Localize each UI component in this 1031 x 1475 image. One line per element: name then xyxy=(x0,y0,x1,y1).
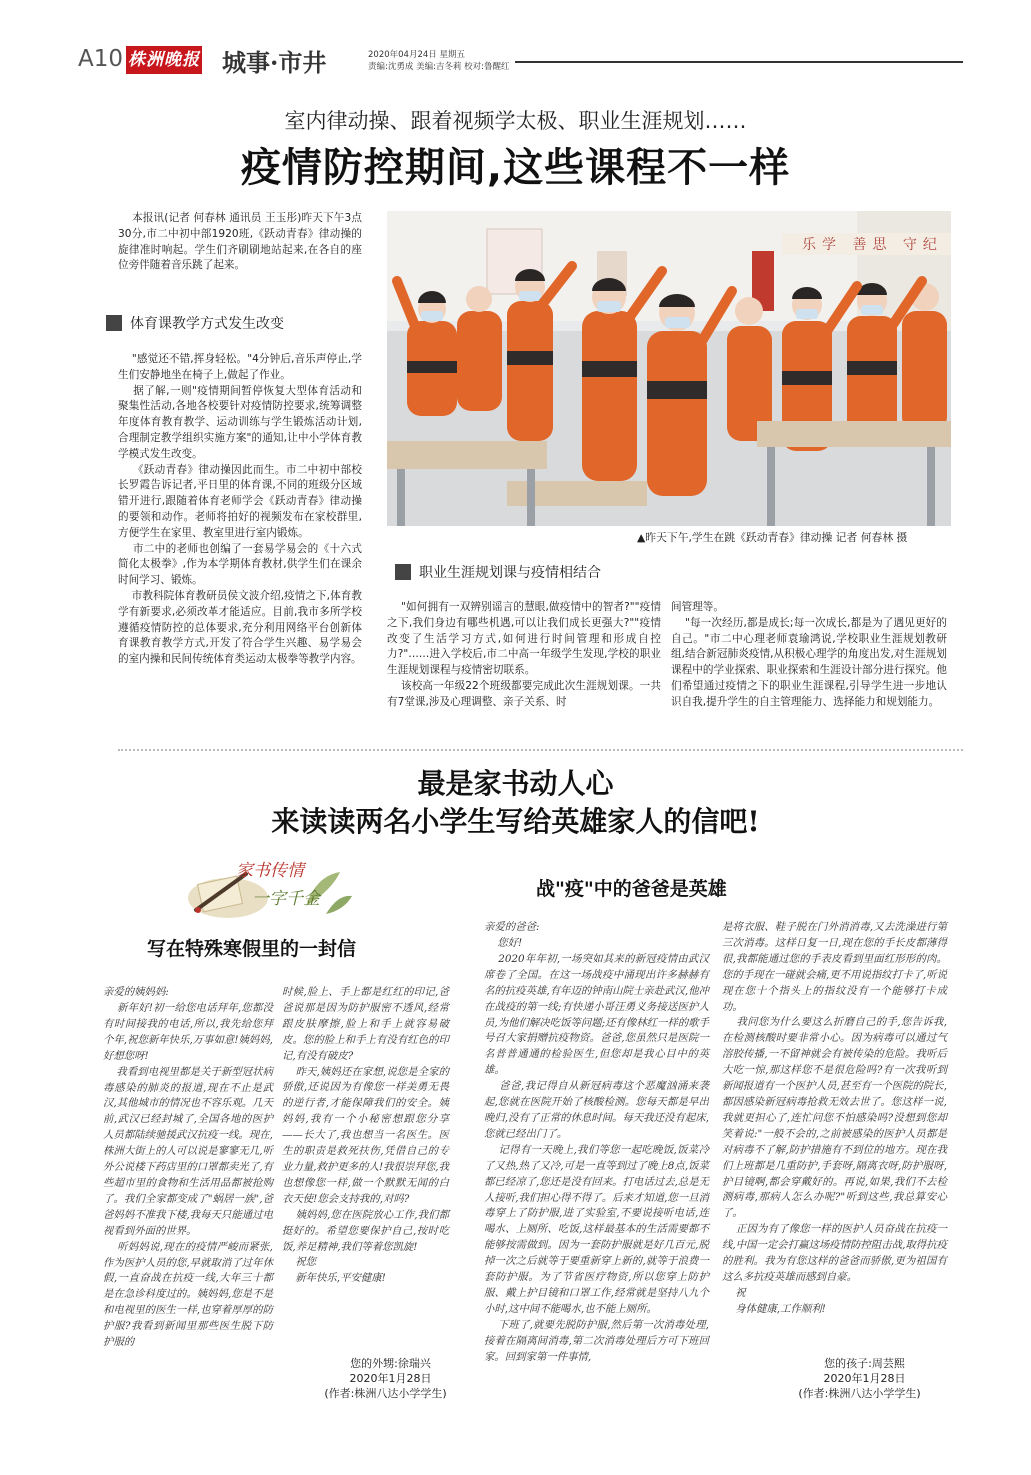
article1-col1 xyxy=(118,352,362,668)
issue-date: 2020年04月24日 星期五 xyxy=(368,50,465,60)
letter2-col-b: 是将衣服、鞋子脱在门外消消毒,又去洗澡进行第三次消毒。这样日复一日,现在您的手长皮都薄得很,我都能通过您的手表皮看到里面红形形的肉。您的手现在一碰就会痛,更不用说指纹打卡了,听说现在您十个指头上的指纹没有一个能够打卡成功。 我问您为什么要这么折磨自己的手,您告诉我,在检测核酸时要非常小心。因为病毒可以通过气溶胶传播,一不留神就会有被传染的危险。我听后大吃一惊,那这样您不是很危险吗?有一次我听到新闻报道有一个医护人员,甚至有一个医院的院长,都因感染新冠病毒抢救无效去世了。您这样一说,我就更担心了,连忙问您不怕感染吗?没想到您却笑着说:"一般不会的,之前被感染的医护人员都是对病毒不了解,防护措施有不到位的地方。现在我们上班都是几重防护,手套呀,隔离衣呀,防护服呀,护目镜啊,都会穿戴好的。再说,如果,我们不去检测病毒,那病人怎么办呢?"听到这些,我总算安心了。 正因为有了像您一样的医护人员奋战在抗疫一线,中国一定会打赢这场疫情防控阻击战,取得抗疫的胜利。我为有您这样的爸爸而骄傲,更为祖国有这么多抗疫英雄而感到自豪。 祝 身体健康,工作顺利! xyxy=(722,921,947,1315)
classroom-banner: 乐学 善思 守纪 xyxy=(802,237,943,253)
letter1-signoff-name: 您的外甥:徐瑞兴 xyxy=(350,1357,431,1370)
classroom-exercise-photo xyxy=(387,211,951,526)
letter1-col-a: 新年好!初一给您电话拜年,您都没有时间接我的电话,所以,我先给您拜个年,祝您新年快乐,万事如意!姨妈妈,好想您呀! 我看到电视里都是关于新型冠状病毒感染的肺炎的报道,现在不止是武汉,其他城市的情况也不容乐观。几天前,武汉已经封城了,全国各地的医护人员都陆续驰援武汉抗疫一线。现在,株洲大街上的人可以说是寥寥无几,听外公说楼下药店里的口罩都卖光了,有些超市里的食物和生活用品都被抢购了。我们全家都变成了"蜗居一族",爸爸妈妈不准我下楼,我每天只能通过电视看到外面的世界。 听妈妈说,现在的疫情严峻而紧张,作为医护人员的您,早就取消了过年休假,一直奋战在抗疫一线,大年三十都是在急诊科度过的。姨妈妈,您是不是和电视里的医生一样,也穿着厚厚的防护服?我看到新闻里那些医生脱下防护服的 xyxy=(103,1002,273,1349)
letter2-salutation: 亲爱的爸爸: xyxy=(484,921,540,933)
article2-headline-line1: 最是家书动人心 xyxy=(417,767,614,800)
article1-col3 xyxy=(671,600,947,711)
article1-col2-text: "如何拥有一双辨别谣言的慧眼,做疫情中的智者?""疫情之下,我们身边有哪些机遇,可以让我们成长更强大?""疫情改变了生活学习方式,如何进行时间管理和形成自控力?"……进入学校后,市二中高一年级学生发现,学校的职业生涯规划课程与疫情密切联系。 该校高一年级22个班级都要完成此次生涯规划课。一共有7堂课,涉及心理调整、亲子关系、时 xyxy=(387,601,661,708)
letter1-title: 写在特殊寒假里的一封信 xyxy=(147,938,357,960)
letter2-signoff-date: 2020年1月28日 xyxy=(823,1372,906,1385)
subhead-pe-teaching-text: 体育课教学方式发生改变 xyxy=(130,316,284,332)
subhead-pe-teaching xyxy=(106,313,284,333)
letter2-signoff-name: 您的孩子:周芸熙 xyxy=(824,1357,905,1370)
article1-headline: 疫情防控期间,这些课程不一样 xyxy=(240,145,791,191)
article1-col2 xyxy=(387,600,661,711)
page-number: A10 xyxy=(78,46,124,72)
letter1-signoff-author: (作者:株洲八达小学学生) xyxy=(324,1387,447,1400)
article1-col3-text: 间管理等。 "每一次经历,都是成长;每一次成长,都是为了遇见更好的自己。"市二中心理老师袁瑜鸿说,学校职业生涯规划教研组,结合新冠肺炎疫情,从积极心理学的角度出发,对生涯规划课程中的学业探索、职业探索和生涯设计部分进行探究。他们希望通过疫情之下的职业生涯课程,引导学生进一步地认识自我,提升学生的自主管理能力、选择能力和规划能力。 xyxy=(671,601,947,708)
article-divider xyxy=(118,749,963,751)
paper-name-text: 株洲晚报 xyxy=(128,50,200,70)
letter1-signoff-date: 2020年1月28日 xyxy=(349,1372,432,1385)
article2-headline-line2: 来读读两名小学生写给英雄家人的信吧! xyxy=(271,805,760,838)
letter2-title: 战"疫"中的爸爸是英雄 xyxy=(536,878,727,900)
letter2-col-a: 您好! 2020年年初,一场突如其来的新冠疫情由武汉席卷了全国。在这一场战疫中涌现出许多赫赫有名的抗疫英雄,有年迈的钟南山院士亲赴武汉,他冲在战疫的第一线;有快递小哥汪勇义务接送医护人员,为他们解决吃饭等问题;还有像林红一样的歌手号召大家捐赠抗疫物资。爸爸,您虽然只是医院一名普普通通的检验医生,但您却是我心目中的英雄。 爸爸,我记得自从新冠病毒这个恶魔汹涌来袭起,您就在医院开始了核酸检测。您每天都是早出晚归,没有了正常的休息时间。每天我还没有起床,您就已经出门了。 记得有一天晚上,我们等您一起吃晚饭,饭菜冷了又热,热了又冷,可是一直等到过了晚上8点,饭菜都已经凉了,您还是没有回来。打电话过去,总是无人接听,我们担心得不得了。后来才知道,您一旦消毒穿上了防护服,进了实验室,不要说接听电话,连喝水、上厕所、吃饭,这样最基本的生活需要都不能够按需做到。因为一套防护服就是好几百元,脱掉一次之后就等于要重新穿上新的,就等于浪费一套防护服。为了节省医疗物资,所以您穿上防护服、戴上护目镜和口罩工作,经常就是坚持八九个小时,这中间不能喝水,也不能上厕所。 下班了,就要先脱防护服,然后第一次消毒处理,接着在隔离间消毒,第二次消毒处理后方可下班回家。回到家第一件事情, xyxy=(484,937,710,1363)
editor-credits: 责编:沈勇成 美编:吉冬莉 校对:鲁醒红 xyxy=(368,62,510,72)
subhead-career-planning-text: 职业生涯规划课与疫情相结合 xyxy=(419,565,601,581)
section-name: 城事·市井 xyxy=(222,48,327,77)
subhead-career-planning xyxy=(395,562,601,582)
masthead xyxy=(0,0,1031,80)
family-letter-logo xyxy=(186,856,356,922)
letter1-salutation: 亲爱的姨妈妈: xyxy=(103,986,169,998)
section-square-icon xyxy=(106,315,122,331)
article1-lead xyxy=(118,211,362,274)
article1-lead-text: 本报讯(记者 何春林 通讯员 王玉彤)昨天下午3点30分,市二中初中部1920班,《跃动青春》律动操的旋律准时响起。学生们齐刷刷地站起来,在各自的座位旁伴随着音乐跳了起来。 xyxy=(118,212,362,272)
article1-col1-text: "感觉还不错,挥身轻松。"4分钟后,音乐声停止,学生们安静地坐在椅子上,做起了作业。 据了解,一则"疫情期间暂停恢复大型体育活动和聚集性活动,各地各校要针对疫情防控要求,统筹调整年度体育教育教学、运动训练与学生锻炼活动计划,合理制定教学组织实施方案"的通知,让中小学体育教学模式发生改变。 《跃动青春》律动操因此而生。市二中初中部校长罗霞告诉记者,平日里的体育课,不同的班级分区域错开进行,跟随着体育老师学会《跃动青春》律动操的要领和动作。老师将拍好的视频发布在家校群里,方便学生在家里、教室里进行室内锻炼。 市二中的老师也创编了一套易学易会的《十六式简化太极拳》,作为本学期体育教材,供学生们在课余时间学习、锻炼。 市教科院体育教研员侯文波介绍,疫情之下,体育教学有新要求,必须改革才能适应。目前,我市多所学校遵循疫情防控的总体要求,充分利用网络平台创新体育课教育教学方式,开发了符合学生兴趣、易学易会的室内操和民间传统体育类运动太极拳等教学内容。 xyxy=(118,353,362,666)
section-square-icon xyxy=(395,564,411,580)
letter1-col-b: 时候,脸上、手上都是红红的印记,爸爸说那是因为防护服密不透风,经常跟皮肤摩擦,脸上和手上就容易破皮。您的脸上和手上有没有红色的印记,有没有破皮? 昨天,姨妈还在家想,说您是全家的骄傲,还说因为有像您一样美勇无畏的逆行者,才能保障我们的安全。姨妈妈,我有一个小秘密想跟您分享——长大了,我也想当一名医生。医生的职责是救死扶伤,凭借自己的专业力量,救护更多的人!我很崇拜您,我也想像您一样,做一个默默无闻的白衣天使!您会支持我的,对吗? 姨妈妈,您在医院放心工作,我们都挺好的。希望您要保护自己,按时吃饭,养足精神,我们等着您凯旋! 祝您 新年快乐,平安健康! xyxy=(282,986,449,1285)
letter1-signoff xyxy=(282,1356,449,1401)
letter2-signoff xyxy=(722,1356,947,1401)
photo-caption xyxy=(637,530,907,545)
masthead-rule xyxy=(515,61,963,63)
logo-line2: 一字千金 xyxy=(252,889,320,909)
photo-caption-text: ▲昨天下午,学生在跳《跃动青春》律动操 记者 何春林 摄 xyxy=(637,531,908,544)
article1-kicker: 室内律动操、跟着视频学太极、职业生涯规划…… xyxy=(284,109,747,133)
classroom-photo-illustration xyxy=(387,211,951,526)
paper-name-logo xyxy=(126,46,202,74)
letter2-signoff-author: (作者:株洲八达小学学生) xyxy=(798,1387,921,1400)
logo-line1: 家书传情 xyxy=(236,861,304,881)
